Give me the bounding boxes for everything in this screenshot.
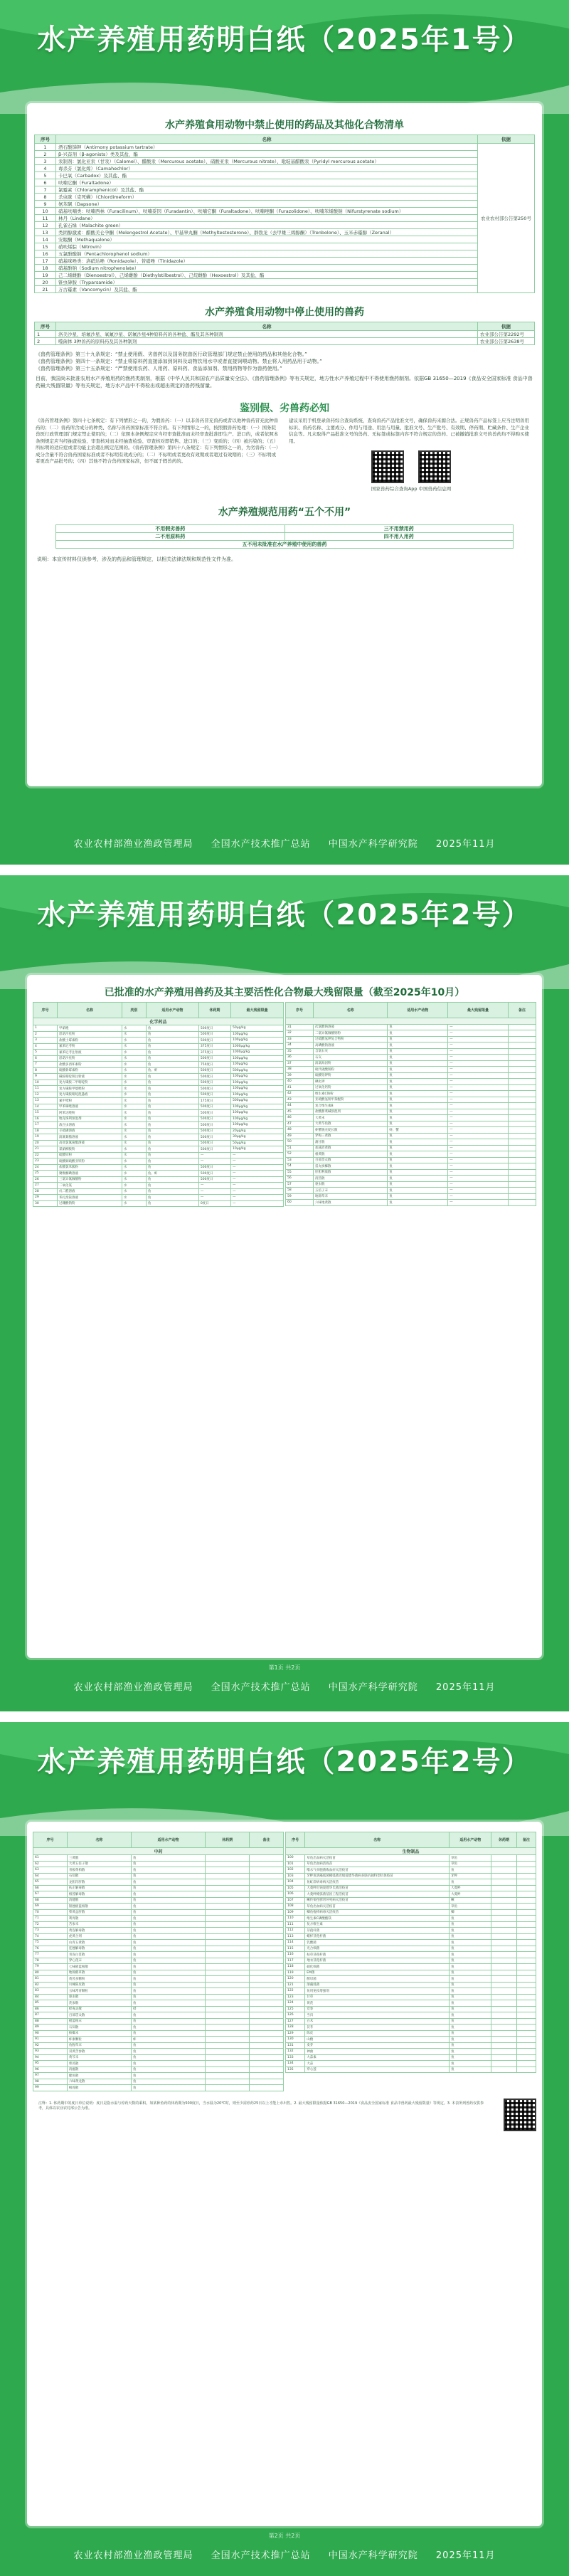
table-row: 19 己二烯雌酚（Dienoestrol）、己烯雌酚（Diethylstilbestrol）、己烷雌酚（Hexoestrol）及其盐、酯: [35, 272, 535, 279]
table-row: 51 加减消黄散 鱼 —: [286, 1145, 536, 1151]
page-number: 第2页 共2页: [268, 2533, 301, 2539]
table-row: 7 盐酸多西环素粉 水 鱼 750度日 100μg/kg: [33, 1062, 284, 1068]
table-row: 100 草鱼出血病灭活疫苗 草鱼: [286, 1855, 536, 1862]
table-row: 103 牙鲆鱼溶藻弧菌鳗弧菌迟缓爱德华菌病多联抗独特型抗体疫苗 牙鲆: [286, 1873, 536, 1879]
table-row: 8 杀虫脒（克死螨）（Chlordimeform）: [35, 194, 535, 201]
table-row: 26 三氯异氰脲酸粉 水 鱼 500度日 —: [33, 1176, 284, 1183]
table-row: 19 溴氰菊酯溶液 水 鱼 500度日 30μg/kg: [33, 1134, 284, 1141]
poster-2025-2-page2: [0, 1722, 569, 2576]
table-row: 71 利胃散 鱼: [33, 1916, 284, 1922]
table-row: 91 虾康颗粒 虾: [33, 2037, 284, 2043]
table-row: 48 虾蟹脱壳促长散 虾、蟹 —: [286, 1127, 536, 1134]
table-row: 123 甘草 鱼: [286, 1994, 536, 2000]
table-row: 2 恩诺沙星粉 水 鱼 500度日 100μg/kg: [33, 1031, 284, 1038]
table-row: 133 大蒜素 鱼: [286, 2054, 536, 2061]
drug-table: 序号 名称 类别 适用水产动物 休药期 最大残留限量 化学药品 1 甲硝唑 水 鱼 500度日 50μg/kg 2 恩诺沙星粉 水 鱼 500度日 100μg/kg 3 盐酸土霉素粉 水 鱼 500度日 100μg/kg 4 氟苯尼考粉 水 鱼 375度日 1000μg/kg 5 氟苯尼考注射液 水 鱼 375度日 1000μg/kg 6 恩诺沙星粉 水 鱼 500度日 100μg/kg 7 盐酸多西环素粉 水 鱼 750度日 100μg/kg 8 硫酸新霉素粉 水 鱼、虾 500度日 500μg/kg 9 磺胺嘧啶钠注射液 水 鱼 500度日 100μg/kg 10 复方磺胺二甲嘧啶粉 水 鱼 500度日 100μg/kg 11 复方磺胺甲噁唑粉 水 鱼 500度日 100μg/kg 12 复方磺胺嘧啶混悬液 水 鱼 500度日 100μg/kg 13 氟甲喹粉 水 鱼 175度日 500μg/kg 14 甲苯咪唑溶液 水 鱼 500度日 100μg/kg 15 阿苯达唑粉 水 鱼 500度日 100μg/kg 16 地克珠利预混剂 水 鱼 500度日 100μg/kg 17 敌百虫溶液 水 鱼 500度日 100μg/kg 18 辛硫磷溶液 水 鱼 500度日 20μg/kg 19 溴氰菊酯溶液 水 鱼 500度日 30μg/kg 20 高效氯氰菊酯溶液 水 鱼 500度日 50μg/kg 21 氯硝柳胺粉 水 鱼 500度日 10μg/kg 22 硫酸锌粉 水 鱼 — — 23 硫酸铜硫酸亚铁粉 水 鱼 — — 24 盐酸氯苯胍粉 水 鱼 500度日 — 25 聚维酮碘溶液 水 鱼、虾 500度日 — 26 三氯异氰脲酸粉 水 鱼 500度日 — 27 二氧化氯 水 鱼 — — 28 戊二醛溶液 水 鱼 — — 29 苯扎溴铵溶液 水 鱼 — — 30 过硼酸钠粉 水 鱼 0度日 — 序号 名称 适用水产动物 最大残留限量 备注 31 次氯酸钠溶液 鱼 — 32 二氯异氰脲酸钠粉 鱼 — 33 过硫酸氢钾复合物粉 鱼 — 34 高碘酸钠溶液 鱼 — 35 含氯石灰 鱼 — 36 石灰 鱼 — 37 溴氯海因粉 鱼 — 38 硫代硫酸钠粉 鱼 — 39 硫酸铝钾粉 鱼 — 40 碘化钾 鱼 — 41 过氧化钙粉 鱼 — 42 维生素C钠粉 鱼 — 43 亚硫酸氢钠甲萘醌粉 鱼 — 44 复合维生素B 鱼 — 45 盐酸甜菜碱预混剂 鱼 — 46 大黄末 鱼 — 47 大黄芩鱼散 鱼 — 48 虾蟹脱壳促长散 虾、蟹 — 49 穿梅三黄散 鱼 — 50 蒲甘散 鱼 — 51 加减消黄散 鱼 — 52 板黄散 鱼 — 53 百部贯众散 鱼 — 54 雷丸槟榔散 鱼 — 55 肝胆利康散 鱼 — 56 清热散 鱼 — 57 驱虫散 鱼 — 58 五倍子末 鱼 — 59 地锦草末 鱼 — 60 六味地黄散 鱼 —: [27, 1002, 542, 1207]
identify-columns: [27, 418, 542, 493]
table-row: 81 黄芪多糖粉 鱼: [33, 1976, 284, 1983]
table-row: 41 过氧化钙粉 鱼 —: [286, 1084, 536, 1091]
table-row: 33 过硫酸氢钾复合物粉 鱼 —: [286, 1036, 536, 1042]
table-row: 83 五味常青颗粒 鱼: [33, 1988, 284, 1995]
table-row: 107 鳜传染性脾肾坏死病灭活疫苗 鳜: [286, 1897, 536, 1904]
table-row: 70 柴黄益肝散 鱼: [33, 1909, 284, 1916]
table-row: 3 汞制剂：氯化亚汞（甘汞）（Calomel）、醋酸汞（Mercurous acetate）、硝酸亚汞（Mercurous nitrate）、吡啶基醋酸汞（Pyridyl mercurous acetate）: [35, 158, 535, 165]
table-row: 132 神曲 鱼: [286, 2049, 536, 2055]
footer: 农业农村部渔业渔政管理局 全国水产技术推广总站 中国水产科学研究院 2025年11月: [73, 839, 496, 850]
table-row: 115 光合细菌 鱼: [286, 1946, 536, 1952]
table-row: 16 地克珠利预混剂 水 鱼 500度日 100μg/kg: [33, 1116, 284, 1122]
table-row: 32 二氯异氰脲酸钠粉 鱼 —: [286, 1030, 536, 1037]
table-row: 67 根莲解毒散 鱼: [33, 1891, 284, 1898]
table-row: 30 过硼酸钠粉 水 鱼 0度日 —: [33, 1200, 284, 1207]
table-row: 75 山青五黄散 鱼: [33, 1940, 284, 1946]
page-number: 第1页 共2页: [268, 1664, 301, 1671]
col-header: 序号: [35, 135, 56, 144]
table-row: 10 复方磺胺二甲嘧啶粉 水 鱼 500度日 100μg/kg: [33, 1080, 284, 1086]
table-row: 108 草鱼出血病灭活疫苗 草鱼: [286, 1904, 536, 1910]
table-row: 25 聚维酮碘溶液 水 鱼、虾 500度日 —: [33, 1171, 284, 1177]
poster-title: 水产养殖用药明白纸（2025年1号）: [37, 23, 532, 56]
table-row: 14 甲苯咪唑溶液 水 鱼 500度日 100μg/kg: [33, 1104, 284, 1110]
col-header: 依据: [478, 135, 535, 144]
category-row: [286, 1018, 536, 1025]
section-title-stopped: 水产养殖食用动物中停止使用的兽药: [205, 307, 364, 318]
table-row: 38 硫代硫酸钠粉 鱼 —: [286, 1067, 536, 1073]
table-row: 39 硫酸铝钾粉 鱼 —: [286, 1072, 536, 1079]
content-panel: [27, 103, 542, 786]
table-row: 65 龙胆泻肝散 鱼: [33, 1879, 284, 1886]
table-row: 6 呋喃它酮（Furaltadone）: [35, 179, 535, 186]
table-row: 53 百部贯众散 鱼 —: [286, 1157, 536, 1163]
table-row: 102 嗜水气单胞菌败血症灭活疫苗 鱼: [286, 1867, 536, 1874]
table-row: 20 高效氯氰菊酯溶液 水 鱼 500度日 50μg/kg: [33, 1140, 284, 1146]
col-header: 名称: [56, 135, 478, 144]
table-row: 15 阿苯达唑粉 水 鱼 500度日 100μg/kg: [33, 1110, 284, 1117]
table-row: 36 石灰 鱼 —: [286, 1055, 536, 1061]
table-row: 121 溶藻弧菌 鱼: [286, 1982, 536, 1988]
table-row: 86 蚌毒灵散 蚌: [33, 2006, 284, 2012]
table-row: 122 鱼用免疫增强剂 鱼: [286, 1988, 536, 1995]
table-row: 29 苯扎溴铵溶液 水 鱼 — —: [33, 1195, 284, 1201]
table-row: 78 穿心莲末 鱼: [33, 1958, 284, 1964]
table-row: 28 戊二醛溶液 水 鱼 — —: [33, 1188, 284, 1195]
table-row: 55 肝胆利康散 鱼 —: [286, 1169, 536, 1176]
table-row: 52 板黄散 鱼 —: [286, 1151, 536, 1158]
table-row: 2 噬菌体 3种兽药的原料药及其各种制剂 农业部公告第2638号: [35, 338, 535, 345]
table-row: 6 恩诺沙星粉 水 鱼 500度日 100μg/kg: [33, 1055, 284, 1062]
table-row: 60 六味地黄散 鱼 —: [286, 1200, 536, 1206]
table-row: 3 盐酸土霉素粉 水 鱼 500度日 100μg/kg: [33, 1038, 284, 1044]
content-panel: [27, 1822, 542, 2526]
table-row: 21 氯硝柳胺粉 水 鱼 500度日 10μg/kg: [33, 1146, 284, 1153]
table-row: 16 五氯酚酸钠（Pentachlorophenol sodium）: [35, 250, 535, 258]
fake-drug-definition: 《兽药管理条例》第四十七条规定：有下列情形之一的，为假兽药：（一）以非兽药冒充兽药或者以他种兽药冒充此种兽药的；（二）兽药所含成分的种类、名称与兽药国家标准不符合的。有下列情形之一的，按照假兽药处理：（一）国务院兽医行政管理部门规定禁止使用的；（二）依照本条例规定应当经审查批准而未经审查批准即生产、进口的，或者依照本条例规定应当经抽查检验、审查核对而未经抽查检验、审查核对即销售、进口的；（三）变质的；（四）被污染的；（五）所标明的适应症或者功能主治超出规定范围的。《兽药管理条例》第四十八条规定：有下列情形之一的，为劣兽药：（一）成分含量不符合兽药国家标准或者不标明有效成分的；（二）不标明或者更改有效期或者超过有效期的；（三）不标明或者更改产品批号的；（四）其他不符合兽药国家标准，但不属于假兽药的。: [36, 418, 279, 464]
table-row: 18 辛硫磷溶液 水 鱼 500度日 20μg/kg: [33, 1128, 284, 1134]
table-row: 20 锥虫砷胺（Tryparsamide）: [35, 279, 535, 286]
table-row: 49 穿梅三黄散 鱼 —: [286, 1133, 536, 1139]
table-row: 112 芽孢杆菌 鱼: [286, 1928, 536, 1934]
table-row: 66 扶正解毒散 鱼: [33, 1885, 284, 1891]
table-row: 120 酵母菌 鱼: [286, 1976, 536, 1983]
stopped-table: [34, 322, 535, 345]
table-row: 127 白术 鱼: [286, 2018, 536, 2025]
table-row: 129 陈皮 鱼: [286, 2030, 536, 2037]
table-row: 47 大黄芩鱼散 鱼 —: [286, 1121, 536, 1127]
table-row: 13 类固醇激素：醋酸美仑孕酮（Melengestrol Acetate）、甲基睾丸酮（Methyltestosterone）、群勃龙（去甲雄三烯醇酮）（Trenbolone）、玉米赤霉醇（Zeranal）: [35, 229, 535, 236]
table-row: 61 三黄散 鱼: [33, 1855, 284, 1862]
content-panel: [27, 975, 542, 1658]
table-row: 45 盐酸甜菜碱预混剂 鱼 —: [286, 1109, 536, 1115]
table-row: 10 硝基呋喃类：呋喃西林（Furacilinum）、呋喃妥因（Furadantin）、呋喃它酮（Furaltadone）、呋喃唑酮（Furazolidone）、呋喃苯烯酸钠（Nifurstyrenate sodium）: [35, 208, 535, 215]
table-row: 13 氟甲喹粉 水 鱼 175度日 500μg/kg: [33, 1098, 284, 1104]
table-row: 27 二氧化氯 水 鱼 — —: [33, 1183, 284, 1189]
table-row: 114 乳酸菌 鱼: [286, 1940, 536, 1946]
table-row: 21 万古霉素（Vancomycin）及其盐、酯: [35, 286, 535, 293]
table-row: 5 卡巴氧（Carbadox）及其盐、酯: [35, 172, 535, 179]
table-row: 12 复方磺胺嘧啶混悬液 水 鱼 500度日 100μg/kg: [33, 1092, 284, 1098]
category-row: 生物制品: [286, 1848, 536, 1855]
section-title-banned: 水产养殖食用动物中禁止使用的药品及其他化合物清单: [165, 120, 404, 131]
table-row: 119 EM菌 鱼: [286, 1970, 536, 1976]
table-row: 9 氨苯砜（Dapsone）: [35, 201, 535, 208]
table-row: 35 含氯石灰 鱼 —: [286, 1048, 536, 1055]
table-row: 98 六味黄龙散 鱼: [33, 2079, 284, 2085]
regulation-paragraph: 《兽药管理条例》第三十九条规定：“禁止使用假、劣兽药以及国务院兽医行政管理部门规定禁止使用的药品和其他化合物。”: [36, 352, 307, 357]
table-notes: 注释：1. 休药期中的度日单位说明：度日是指水温与停药天数的乘积。如某种鱼药的休药期为500度日，当水温为20℃时，则至少需停药25日以上才能上市出售。2. 最大残留限量依据GB 31650—2019《食品安全国家标准 食品中兽药最大残留限量》等规定。3. 本表所列兽药仅供参考，具体以农业农村部公告为准。: [38, 2101, 484, 2111]
table-row: 14 安眠酮（Methaqualone）: [35, 236, 535, 243]
five-no-table: [55, 524, 514, 549]
table-row: 113 蜡样芽孢杆菌 鱼: [286, 1933, 536, 1940]
table-row: 62 大黄五倍子散 鱼: [33, 1861, 284, 1867]
table-row: 116 枯草芽孢杆菌 鱼: [286, 1952, 536, 1958]
table-row: 31 次氯酸钠溶液 鱼 —: [286, 1024, 536, 1030]
table-row: 17 敌百虫溶液 水 鱼 500度日 100μg/kg: [33, 1122, 284, 1129]
table-row: 87 百部贯众散 鱼: [33, 2012, 284, 2019]
table-row: 74 虎黄合剂 鱼: [33, 1933, 284, 1940]
table-row: 9 磺胺嘧啶钠注射液 水 鱼 500度日 100μg/kg: [33, 1074, 284, 1080]
col-header: 依据: [478, 322, 535, 331]
table-row: 二不用原料药 四不用人用药: [56, 532, 514, 540]
table-row: 56 清热散 鱼 —: [286, 1176, 536, 1182]
table-row: 97 健鱼散 鱼: [33, 2073, 284, 2079]
table-row: 131 麦芽 鱼: [286, 2042, 536, 2049]
table-row: 72 苦参末 鱼: [33, 1921, 284, 1928]
table-row: 40 碘化钾 鱼 —: [286, 1079, 536, 1085]
table-row: 99 根莲散 鱼: [33, 2085, 284, 2091]
category-row: 中药: [33, 1848, 284, 1855]
qr-code-icon[interactable]: [418, 450, 451, 483]
verify-advice: 建议采用手机登录兽药综合查询系统，查询兽药产品批准文号，确保兽药来源合法。正规兽药产品标签上应当注明兽用标识、兽药名称、主要成分、作用与用途、用法与用量、批准文号、生产批号、有效期、停药期、贮藏条件、生产企业信息等。凡未取得产品批准文号的兽药、无标签或标签内容不符合规定的兽药、已被撤销批准文号的兽药均不得购买使用。 国家兽药综合查询App 中国兽药信息网: [289, 418, 533, 493]
table-row: 134 大蒜 鱼: [286, 2061, 536, 2067]
table-row: 101 草鱼出血病活疫苗 草鱼: [286, 1861, 536, 1867]
table-row: 109 鲫鱼疱疹病毒灭活疫苗 鲫: [286, 1909, 536, 1916]
category-row: 化学药品: [33, 1018, 284, 1025]
table-row: 43 亚硫酸氢钠甲萘醌粉 鱼 —: [286, 1097, 536, 1103]
table-row: 88 板蓝根末 鱼: [33, 2018, 284, 2025]
footer: 农业农村部渔业渔政管理局 全国水产技术推广总站 中国水产科学研究院 2025年11月: [73, 2550, 496, 2561]
table-row: 96 清瘟散 鱼: [33, 2066, 284, 2073]
table-row: 5 氟苯尼考注射液 水 鱼 375度日 1000μg/kg: [33, 1050, 284, 1056]
table-row: 五不用未批准在水产养殖中使用的兽药: [56, 540, 514, 548]
table-row: 34 高碘酸钠溶液 鱼 —: [286, 1042, 536, 1049]
table-row: 50 蒲甘散 鱼 —: [286, 1139, 536, 1146]
poster-title: 水产养殖用药明白纸（2025年2号）: [37, 1746, 532, 1778]
poster-title: 水产养殖用药明白纸（2025年2号）: [37, 899, 532, 931]
table-row: 23 硫酸铜硫酸亚铁粉 水 鱼 — —: [33, 1158, 284, 1165]
regulation-paragraph: 目前，我国尚未批准农用水产养殖用药的渔药类制剂，根据《中华人民共和国农产品质量安全法》、《兽药管理条例》等有关规定，地方性水产养殖过程中不得使用渔药制剂。依据GB 31650—2019《食品安全国家标准 食品中兽药最大残留限量》等有关规定，地方水产品中不得检出或超出规定的兽药残留量。: [36, 376, 533, 389]
table-row: 85 芪参散 鱼: [33, 2000, 284, 2007]
table-row: 106 大菱鲆鳗弧菌基因工程活疫苗 大菱鲆: [286, 1891, 536, 1898]
table-row: 77 青连白贯散 鱼: [33, 1952, 284, 1958]
table-row: 118 硝化细菌 鱼: [286, 1964, 536, 1970]
table-row: 111 复方维生素 鱼: [286, 1921, 536, 1928]
section-title-identify: 鉴别假、劣兽药必知: [240, 403, 329, 414]
table-row: 92 鱼腥草末 鱼: [33, 2042, 284, 2049]
table-row: 125 党参 鱼: [286, 2006, 536, 2012]
poster-2025-1: [0, 0, 569, 865]
footer: 农业农村部渔业渔政管理局 全国水产技术推广总站 中国水产科学研究院 2025年11月: [73, 1682, 496, 1693]
table-row: 59 地锦草末 鱼 —: [286, 1193, 536, 1200]
table-row: 84 驱虫散 鱼: [33, 1994, 284, 2000]
section-title-five-no: 水产养殖规范用药“五个不用”: [218, 506, 351, 518]
col-header: 名称: [56, 322, 478, 331]
table-row: 4 毒杀芬（氯化烯）（Camahechlor）: [35, 165, 535, 172]
table-row: 12 孔雀石绿（Malachite green）: [35, 222, 535, 229]
table-row: 128 茯苓 鱼: [286, 2025, 536, 2031]
table-row: 24 盐酸氯苯胍粉 水 鱼 500度日 —: [33, 1164, 284, 1171]
table-row: 117 地衣芽孢杆菌 鱼: [286, 1958, 536, 1964]
table-row: 89 石知散 鱼: [33, 2025, 284, 2031]
table-row: 44 复合维生素B 鱼 —: [286, 1103, 536, 1109]
table-row: 68 清健散 鱼: [33, 1897, 284, 1904]
table-row: 80 地锦鹤草散 鱼: [33, 1970, 284, 1976]
table-row: 22 硫酸锌粉 水 鱼 — —: [33, 1152, 284, 1158]
table-row: 1 酒石酸锑钾（Antimony potassium tartrate） 农业农村部公告第250号: [35, 144, 535, 151]
table-row: 104 鱼虹彩病毒病灭活疫苗 鱼: [286, 1879, 536, 1886]
table-row: 105 大菱鲆迟钝爱德华氏菌活疫苗 大菱鲆: [286, 1885, 536, 1891]
col-header: 序号: [35, 322, 56, 331]
table-row: 90 槟榔末 鱼: [33, 2030, 284, 2037]
table-row: 2 β-兴奋剂（β-agonists）类及其盐、酯: [35, 151, 535, 158]
banned-table: [34, 134, 535, 293]
qr-code-icon[interactable]: [371, 450, 404, 483]
table-row: 4 氟苯尼考粉 水 鱼 375度日 1000μg/kg: [33, 1043, 284, 1050]
table-row: 1 甲硝唑 水 鱼 500度日 50μg/kg: [33, 1025, 284, 1032]
table-row: 79 七味板蓝根散 鱼: [33, 1964, 284, 1970]
table-row: 57 驱虫散 鱼 —: [286, 1181, 536, 1188]
drug-table: 序号 名称 适用水产动物 休药期 备注 中药 61 三黄散 鱼 62 大黄五倍子散 鱼 63 青板黄柏散 鱼 64 石知散 鱼 65 龙胆泻肝散 鱼 66 扶正解毒散 鱼 67 根莲解毒散 鱼 68 清健散 鱼 69 银翘板蓝根散 鱼 70 柴黄益肝散 鱼 71 利胃散 鱼 72 苦参末 鱼 73 黄连解毒散 鱼 74 虎黄合剂 鱼 75 山青五黄散 鱼 76 连翘解毒散 鱼 77 青连白贯散 鱼 78 穿心莲末 鱼 79 七味板蓝根散 鱼 80 地锦鹤草散 鱼 81 黄芪多糖粉 鱼 82 川楝陈皮散 鱼 83 五味常青颗粒 鱼 84 驱虫散 鱼 85 芪参散 鱼 86 蚌毒灵散 蚌 87 百部贯众散 鱼 88 板蓝根末 鱼 89 石知散 鱼 90 槟榔末 鱼 91 虾康颗粒 虾 92 鱼腥草末 鱼 93 双黄苦参散 鱼 94 黄芩末 鱼 95 柴芪散 鱼 96 清瘟散 鱼 97 健鱼散 鱼 98 六味黄龙散 鱼 99 根莲散 鱼 序号 名称 适用水产动物 休药期 备注 生物制品 100 草鱼出血病灭活疫苗 草鱼 101 草鱼出血病活疫苗 草鱼 102 嗜水气单胞菌败血症灭活疫苗 鱼 103 牙鲆鱼溶藻弧菌鳗弧菌迟缓爱德华菌病多联抗独特型抗体疫苗 牙鲆 104 鱼虹彩病毒病灭活疫苗 鱼 105 大菱鲆迟钝爱德华氏菌活疫苗 大菱鲆 106 大菱鲆鳗弧菌基因工程活疫苗 大菱鲆 107 鳜传染性脾肾坏死病灭活疫苗 鳜 108 草鱼出血病灭活疫苗 草鱼 109 鲫鱼疱疹病毒灭活疫苗 鲫 110 维生素C磷酸酯镁 鱼 111 复方维生素 鱼 112 芽孢杆菌 鱼 113 蜡样芽孢杆菌 鱼 114 乳酸菌 鱼 115 光合细菌 鱼 116 枯草芽孢杆菌 鱼 117 地衣芽孢杆菌 鱼 118 硝化细菌 鱼 119 EM菌 鱼 120 酵母菌 鱼 121 溶藻弧菌 鱼 122 鱼用免疫增强剂 鱼 123 甘草 鱼 124 黄芪 鱼 125 党参 鱼 126 当归 鱼 127 白术 鱼 128 茯苓 鱼 129 陈皮 鱼 130 山楂 鱼 131 麦芽 鱼 132 神曲 鱼 133 大蒜素 鱼 134 大蒜 鱼 135 穿心莲 鱼: [27, 1822, 542, 2091]
regulation-paragraph: 《兽药管理条例》第四十一条规定：“禁止将原料药直接添加到饲料及动物饮用水中或者直接饲喂动物。禁止将人用药品用于动物。”: [36, 359, 322, 364]
table-row: 7 氯霉素（Chloramphenicol）及其盐、酯: [35, 186, 535, 194]
table-row: 126 当归 鱼: [286, 2012, 536, 2019]
table-row: 11 复方磺胺甲噁唑粉 水 鱼 500度日 100μg/kg: [33, 1086, 284, 1092]
table-row: 54 雷丸槟榔散 鱼 —: [286, 1163, 536, 1170]
table-row: 69 银翘板蓝根散 鱼: [33, 1904, 284, 1910]
table-row: 73 黄连解毒散 鱼: [33, 1928, 284, 1934]
table-row: 不用假劣兽药 三不用禁用药: [56, 524, 514, 532]
table-row: 63 青板黄柏散 鱼: [33, 1867, 284, 1874]
table-row: 135 穿心莲 鱼: [286, 2066, 536, 2073]
table-row: 46 大黄末 鱼 —: [286, 1115, 536, 1121]
qr-caption: 国家兽药综合查询App 中国兽药信息网: [371, 486, 452, 492]
table-row: 37 溴氯海因粉 鱼 —: [286, 1060, 536, 1067]
table-row: 124 黄芪 鱼: [286, 2000, 536, 2007]
table-row: 94 黄芩末 鱼: [33, 2054, 284, 2061]
table-row: 130 山楂 鱼: [286, 2037, 536, 2043]
disclaimer-note: 说明：本宣传材料仅供参考，涉及的药品和管理规定，以相关法律法规和规范性文件为准。: [37, 556, 236, 562]
table-row: 8 硫酸新霉素粉 水 鱼、虾 500度日 500μg/kg: [33, 1067, 284, 1074]
table-row: 95 柴芪散 鱼: [33, 2061, 284, 2067]
table-row: 110 维生素C磷酸酯镁 鱼: [286, 1916, 536, 1922]
table-title: 已批准的水产养殖用兽药及其主要活性化合物最大残留限量（截至2025年10月）: [104, 987, 465, 998]
table-row: 17 硝基咪唑类：洛硝达唑（Ronidazole）、替硝唑（Tinidazole）: [35, 258, 535, 265]
poster-2025-2-page1: [0, 875, 569, 1711]
table-row: 18 硝基酚钠（Sodium nitrophenolate）: [35, 265, 535, 272]
table-row: 11 林丹（Lindane）: [35, 215, 535, 222]
table-row: 76 连翘解毒散 鱼: [33, 1946, 284, 1952]
table-row: 42 维生素C钠粉 鱼 —: [286, 1091, 536, 1097]
regulation-paragraph: 《兽药管理条例》第三十五条规定：“严禁使用农药、人用药、原料药、食品添加剂、禁用药物等作为兽药使用。”: [36, 366, 282, 371]
table-row: 82 川楝陈皮散 鱼: [33, 1982, 284, 1988]
table-row: 1 洛美沙星、培氟沙星、氧氟沙星、诺氟沙星4种原料药的各种盐、酯及其各种制剂 农业部公告第2292号: [35, 331, 535, 338]
table-row: 15 硝呋烯腙（Nitrovin）: [35, 243, 535, 250]
table-row: 93 双黄苦参散 鱼: [33, 2049, 284, 2055]
qr-code-icon[interactable]: [504, 2099, 536, 2131]
table-row: 64 石知散 鱼: [33, 1873, 284, 1879]
table-row: 58 五倍子末 鱼 —: [286, 1188, 536, 1194]
